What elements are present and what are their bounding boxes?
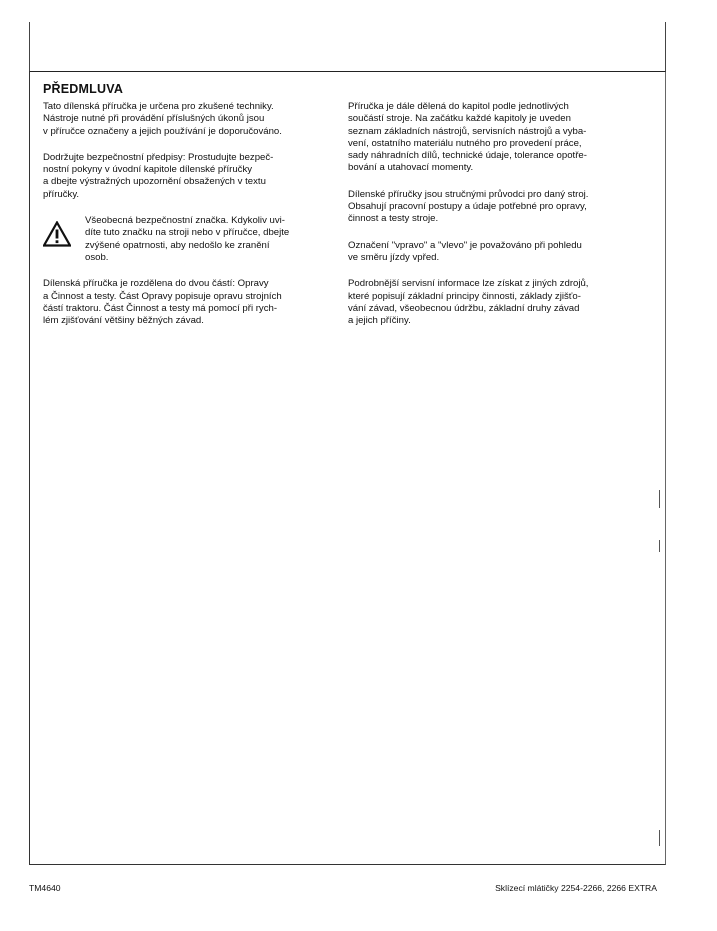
- right-column: [348, 101, 653, 341]
- warning-text: Všeobecná bezpečnostní značka. Kdykoliv uvi- díte tuto značku na stroji nebo v příručce, dbejte zvýšené opatrnosti, aby nedošlo ke zranění osob.: [85, 215, 290, 263]
- left-column: [43, 101, 343, 341]
- chapters-paragraph: Příručka je dále dělená do kapitol podle jednotlivých součástí stroje. Na začátku každé kapitoly je uveden seznam základních nástrojů, servisních nástrojů a vyba- vení, ostatního materiálu nutného pro provedení práce, sady náhradních dílů, technické údaje, tolerance opotře- bování a utahovací momenty.: [348, 101, 587, 174]
- safety-paragraph: Dodržujte bezpečnostní předpisy: Prostudujte bezpeč- nostní pokyny v úvodní kapitole dílenské příručky a dbejte výstražných upozornění obsažených v textu příručky.: [43, 151, 274, 200]
- scan-mark: [659, 490, 660, 508]
- guides-paragraph: Dílenské příručky jsou stručnými průvodci pro daný stroj. Obsahují pracovní postupy a údaje potřebné pro opravy, činnost a testy stroje.: [348, 188, 589, 225]
- scan-mark: [659, 830, 660, 846]
- scan-mark: [659, 540, 660, 552]
- sources-paragraph: Podrobnější servisní informace lze získat z jiných zdrojů, které popisují základní principy činnosti, základy zjišťo- vání závad, všeobecnou údržbu, základní druhy závad a jejich příčiny.: [348, 278, 589, 327]
- document-code: TM4640: [29, 883, 61, 893]
- safety-warning: [43, 215, 343, 264]
- page-title: PŘEDMLUVA: [43, 82, 124, 96]
- intro-paragraph: Tato dílenská příručka je určena pro zkušené techniky. Nástroje nutné při provádění příslušných úkonů jsou v příručce označeny a jejich používání je doporučováno.: [43, 101, 282, 137]
- warning-triangle-icon: [43, 221, 71, 247]
- structure-paragraph: Dílenská příručka je rozdělena do dvou částí: Opravy a Činnost a testy. Část Opravy popisuje opravu strojních částí traktoru. Část Činnost a testy má pomocí při rych- lém zjišťování většiny běžných závad.: [43, 278, 282, 327]
- direction-paragraph: Označení "vpravo" a "vlevo" je považováno při pohledu ve směru jízdy vpřed.: [348, 239, 582, 263]
- header-frame: [29, 22, 666, 72]
- footer-title: Sklízecí mlátičky 2254-2266, 2266 EXTRA: [495, 883, 657, 893]
